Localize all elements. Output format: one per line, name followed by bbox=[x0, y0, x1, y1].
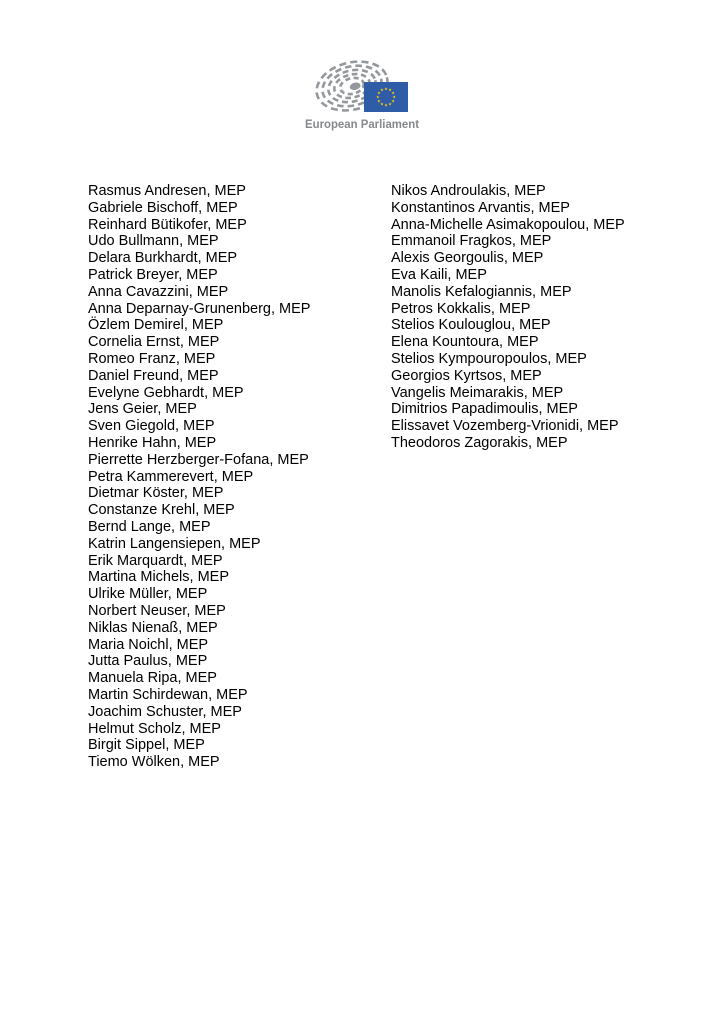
signatory-name: Niklas Nienaß, MEP bbox=[88, 619, 218, 636]
signatory-name: Elena Kountoura, MEP bbox=[391, 334, 539, 351]
signatories-column-left bbox=[88, 183, 310, 771]
signatory-name: Emmanoil Fragkos, MEP bbox=[391, 233, 552, 250]
signatory-name: Petros Kokkalis, MEP bbox=[391, 300, 531, 317]
signatory-name: Anna Deparnay-Grunenberg, MEP bbox=[88, 300, 311, 317]
signatory-name: Dietmar Köster, MEP bbox=[88, 485, 224, 502]
signatory-name: Romeo Franz, MEP bbox=[88, 350, 216, 367]
ep-emblem-icon bbox=[314, 58, 410, 114]
signatory-name: Norbert Neuser, MEP bbox=[88, 602, 226, 619]
signatory-name: Bernd Lange, MEP bbox=[88, 518, 211, 535]
signatory-name: Dimitrios Papadimoulis, MEP bbox=[391, 401, 578, 418]
signatory-name: Georgios Kyrtsos, MEP bbox=[391, 367, 542, 384]
signatory-name: Sven Giegold, MEP bbox=[88, 418, 215, 435]
signatory-name: Vangelis Meimarakis, MEP bbox=[391, 384, 564, 401]
signatory-name: Maria Noichl, MEP bbox=[88, 636, 209, 653]
signatory-name: Joachim Schuster, MEP bbox=[88, 703, 242, 720]
signatory-name: Konstantinos Arvantis, MEP bbox=[391, 199, 570, 216]
signatory-name: Manuela Ripa, MEP bbox=[88, 670, 217, 687]
signatory-name: Daniel Freund, MEP bbox=[88, 367, 219, 384]
signatory-name: Katrin Langensiepen, MEP bbox=[88, 535, 261, 552]
eu-flag-icon bbox=[364, 82, 408, 112]
signatory-name: Gabriele Bischoff, MEP bbox=[88, 199, 238, 216]
signatory-name: Cornelia Ernst, MEP bbox=[88, 334, 220, 351]
signatory-name: Pierrette Herzberger-Fofana, MEP bbox=[88, 451, 309, 468]
signatory-name: Henrike Hahn, MEP bbox=[88, 434, 217, 451]
signatory-name: Alexis Georgoulis, MEP bbox=[391, 250, 544, 267]
signatory-name: Anna-Michelle Asimakopoulou, MEP bbox=[391, 216, 625, 233]
signatory-name: Evelyne Gebhardt, MEP bbox=[88, 384, 244, 401]
signatories-column-right bbox=[391, 183, 625, 452]
signatory-name: Ulrike Müller, MEP bbox=[88, 586, 208, 603]
signatory-name: Patrick Breyer, MEP bbox=[88, 266, 218, 283]
signatory-name: Manolis Kefalogiannis, MEP bbox=[391, 283, 572, 300]
signatory-name: Birgit Sippel, MEP bbox=[88, 737, 205, 754]
signatory-name: Martina Michels, MEP bbox=[88, 569, 230, 586]
signatory-name: Eva Kaili, MEP bbox=[391, 266, 487, 283]
signatories-list bbox=[0, 183, 724, 783]
signatory-name: Jutta Paulus, MEP bbox=[88, 653, 208, 670]
signatory-name: Tiemo Wölken, MEP bbox=[88, 754, 220, 771]
signatory-name: Petra Kammerevert, MEP bbox=[88, 468, 254, 485]
signatory-name: Stelios Kympouropoulos, MEP bbox=[391, 350, 587, 367]
signatory-name: Stelios Koulouglou, MEP bbox=[391, 317, 551, 334]
ep-logo bbox=[0, 58, 724, 131]
signatory-name: Elissavet Vozemberg-Vrionidi, MEP bbox=[391, 418, 619, 435]
signatory-name: Theodoros Zagorakis, MEP bbox=[391, 434, 568, 451]
signatory-name: Nikos Androulakis, MEP bbox=[391, 183, 546, 199]
signatory-name: Anna Cavazzini, MEP bbox=[88, 283, 229, 300]
signatory-name: Erik Marquardt, MEP bbox=[88, 552, 223, 569]
signatory-name: Rasmus Andresen, MEP bbox=[88, 183, 246, 199]
signatory-name: Reinhard Bütikofer, MEP bbox=[88, 216, 247, 233]
signatory-name: Martin Schirdewan, MEP bbox=[88, 686, 248, 703]
signatory-name: Helmut Scholz, MEP bbox=[88, 720, 221, 737]
signatory-name: Özlem Demirel, MEP bbox=[88, 317, 224, 334]
signatory-name: Constanze Krehl, MEP bbox=[88, 502, 235, 519]
logo-wordmark: European Parliament bbox=[304, 117, 420, 131]
signatory-name: Jens Geier, MEP bbox=[88, 401, 197, 418]
signatory-name: Udo Bullmann, MEP bbox=[88, 233, 219, 250]
signatory-name: Delara Burkhardt, MEP bbox=[88, 250, 238, 267]
